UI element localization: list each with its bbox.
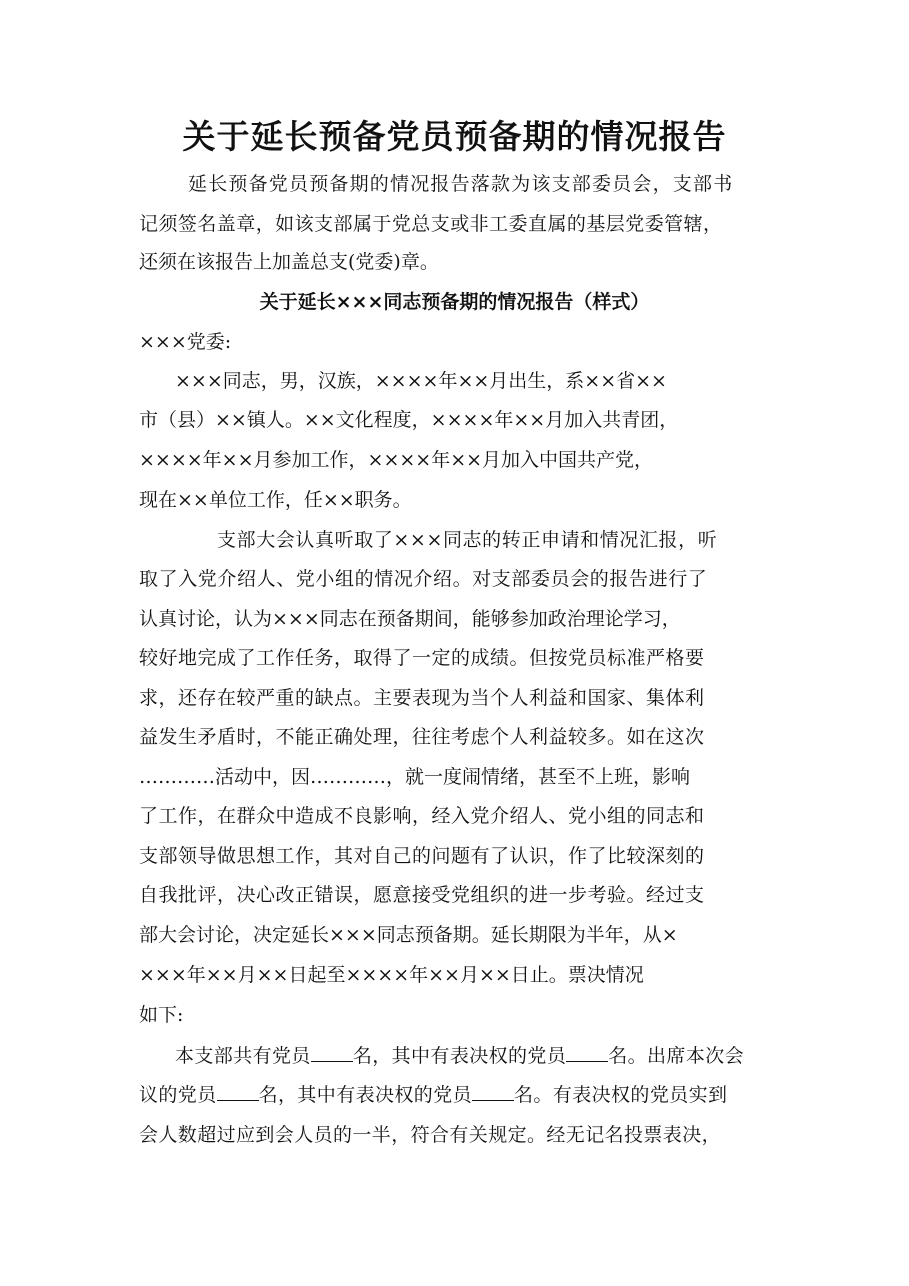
salutation: ×××党委:	[139, 331, 232, 353]
p3-line-1	[175, 1041, 744, 1071]
voting-member-count-blank	[566, 1041, 608, 1062]
member-count-blank	[311, 1041, 353, 1062]
p2-line-2: 取了入党介绍人、党小组的情况介绍。对支部委员会的报告进行了	[139, 568, 708, 590]
p2-line-7: …………活动中，因…………，就一度闹情绪，甚至不上班，影响	[139, 766, 691, 788]
p3-line-2	[139, 1080, 727, 1110]
p2-line-12: ×××年××月××日起至××××年××月××日止。票决情况	[139, 964, 644, 986]
p2-line-3: 认真讨论，认为×××同志在预备期间，能够参加政治理论学习，	[139, 608, 681, 630]
intro-line-3: 还须在该报告上加盖总支(党委)章。	[139, 251, 439, 273]
p3-line-1-part-b: 名，其中有表决权的党员	[352, 1045, 567, 1067]
p3-line-2-part-b: 名，其中有表决权的党员	[258, 1084, 473, 1106]
p1-line-1: ×××同志，男，汉族，××××年××月出生，系××省××	[175, 370, 667, 392]
page-title: 关于延长预备党员预备期的情况报告	[182, 117, 727, 156]
p1-line-3: ××××年××月参加工作，××××年××月加入中国共产党，	[139, 449, 654, 471]
attending-voting-count-blank	[472, 1080, 514, 1101]
intro-line-2: 记须签名盖章，如该支部属于党总支或非工委直属的基层党委管辖，	[139, 213, 723, 235]
p1-line-2: 市（县）××镇人。××文化程度，××××年××月加入共青团，	[139, 409, 679, 431]
intro-line-1: 延长预备党员预备期的情况报告落款为该支部委员会，支部书	[188, 173, 734, 195]
p3-line-1-part-a: 本支部共有党员	[175, 1045, 311, 1067]
p2-line-11: 部大会讨论，决定延长×××同志预备期。延长期限为半年，从×	[139, 924, 678, 946]
p3-line-2-part-c: 名。有表决权的党员实到	[514, 1084, 728, 1106]
p3-line-2-part-a: 议的党员	[139, 1084, 217, 1106]
report-subtitle: 关于延长×××同志预备期的情况报告（样式）	[259, 291, 650, 313]
p2-line-13: 如下:	[139, 1004, 184, 1026]
p2-line-9: 支部领导做思想工作，其对自己的问题有了认识，作了比较深刻的	[139, 845, 705, 867]
attending-member-count-blank	[217, 1080, 259, 1101]
p3-line-3: 会人数超过应到会人员的一半，符合有关规定。经无记名投票表决，	[139, 1124, 722, 1146]
p2-line-8: 了工作，在群众中造成不良影响，经入党介绍人、党小组的同志和	[139, 805, 705, 827]
p2-line-1: 支部大会认真听取了×××同志的转正申请和情况汇报，听	[217, 529, 718, 551]
p2-line-4: 较好地完成了工作任务，取得了一定的成绩。但按党员标准严格要	[139, 647, 705, 669]
p2-line-10: 自我批评，决心改正错误，愿意接受党组织的进一步考验。经过支	[139, 884, 705, 906]
p3-line-1-part-c: 名。出席本次会	[608, 1045, 745, 1067]
p2-line-6: 益发生矛盾时，不能正确处理，往往考虑个人利益较多。如在这次	[139, 726, 705, 748]
p1-line-4: 现在××单位工作，任××职务。	[139, 489, 412, 511]
p2-line-5: 求，还存在较严重的缺点。主要表现为当个人利益和国家、集体利	[139, 687, 705, 709]
